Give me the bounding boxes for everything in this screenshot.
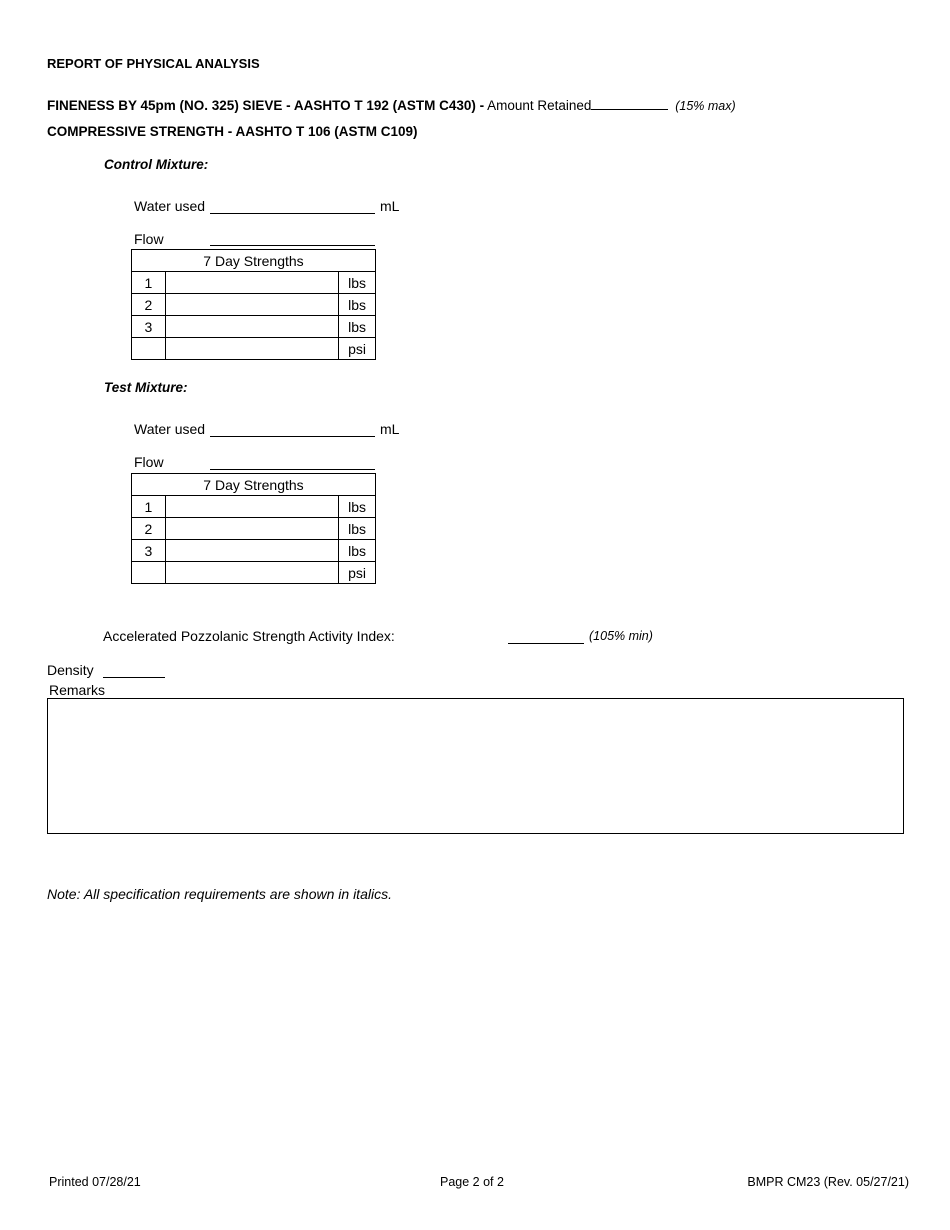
remarks-box[interactable] [47,698,904,834]
strength-index-field[interactable] [508,643,584,644]
test-table-header: 7 Day Strengths [132,474,376,496]
control-mixture-heading: Control Mixture: [104,157,209,172]
control-flow-label: Flow [134,231,164,247]
control-flow-field[interactable] [210,245,375,246]
fineness-label: FINENESS BY 45pm (NO. 325) SIEVE - AASHTO T 192 (ASTM C430) - [47,98,485,113]
table-row [132,272,376,294]
control-water-field[interactable] [210,213,375,214]
printed-date: Printed 07/28/21 [49,1175,141,1189]
test-flow-label: Flow [134,454,164,470]
row-unit: lbs [339,518,376,540]
row-number: 2 [132,294,166,316]
test-mixture-heading: Test Mixture: [104,380,188,395]
table-row [132,294,376,316]
amount-retained-field[interactable] [591,109,668,110]
row-unit: lbs [339,272,376,294]
row-number [132,562,166,584]
row-number: 3 [132,316,166,338]
test-water-label: Water used [134,421,206,437]
strength-value-cell[interactable] [165,316,338,338]
table-row [132,562,376,584]
remarks-label: Remarks [49,682,106,698]
table-row [132,496,376,518]
row-number: 1 [132,496,166,518]
page-number: Page 2 of 2 [440,1175,504,1189]
row-unit: lbs [339,540,376,562]
strength-value-cell[interactable] [165,496,338,518]
amount-retained-label: Amount Retained [487,98,592,113]
row-number [132,338,166,360]
control-water-unit: mL [380,198,400,214]
row-number: 3 [132,540,166,562]
table-row [132,540,376,562]
row-number: 2 [132,518,166,540]
control-water-label: Water used [134,198,206,214]
fineness-spec: (15% max) [675,99,736,113]
strength-value-cell[interactable] [165,562,338,584]
strength-index-spec: (105% min) [589,629,653,643]
density-label: Density [47,662,94,678]
compressive-strength-heading: COMPRESSIVE STRENGTH - AASHTO T 106 (ASTM C109) [47,124,418,139]
form-number: BMPR CM23 (Rev. 05/27/21) [747,1175,909,1189]
test-strength-table [131,473,376,584]
row-number: 1 [132,272,166,294]
test-flow-field[interactable] [210,469,375,470]
table-row [132,338,376,360]
row-unit: lbs [339,316,376,338]
strength-value-cell[interactable] [165,294,338,316]
row-unit: psi [339,562,376,584]
control-table-header: 7 Day Strengths [132,250,376,272]
strength-index-label: Accelerated Pozzolanic Strength Activity Index: [103,628,395,644]
strength-value-cell[interactable] [165,272,338,294]
report-title: REPORT OF PHYSICAL ANALYSIS [47,56,260,71]
strength-value-cell[interactable] [165,518,338,540]
density-field[interactable] [103,677,165,678]
test-water-field[interactable] [210,436,375,437]
row-unit: lbs [339,496,376,518]
strength-value-cell[interactable] [165,540,338,562]
control-strength-table [131,249,376,360]
row-unit: psi [339,338,376,360]
test-water-unit: mL [380,421,400,437]
fineness-row [47,98,736,113]
specification-note: Note: All specification requirements are shown in italics. [47,886,392,902]
strength-value-cell[interactable] [165,338,338,360]
table-row [132,518,376,540]
table-row [132,316,376,338]
row-unit: lbs [339,294,376,316]
